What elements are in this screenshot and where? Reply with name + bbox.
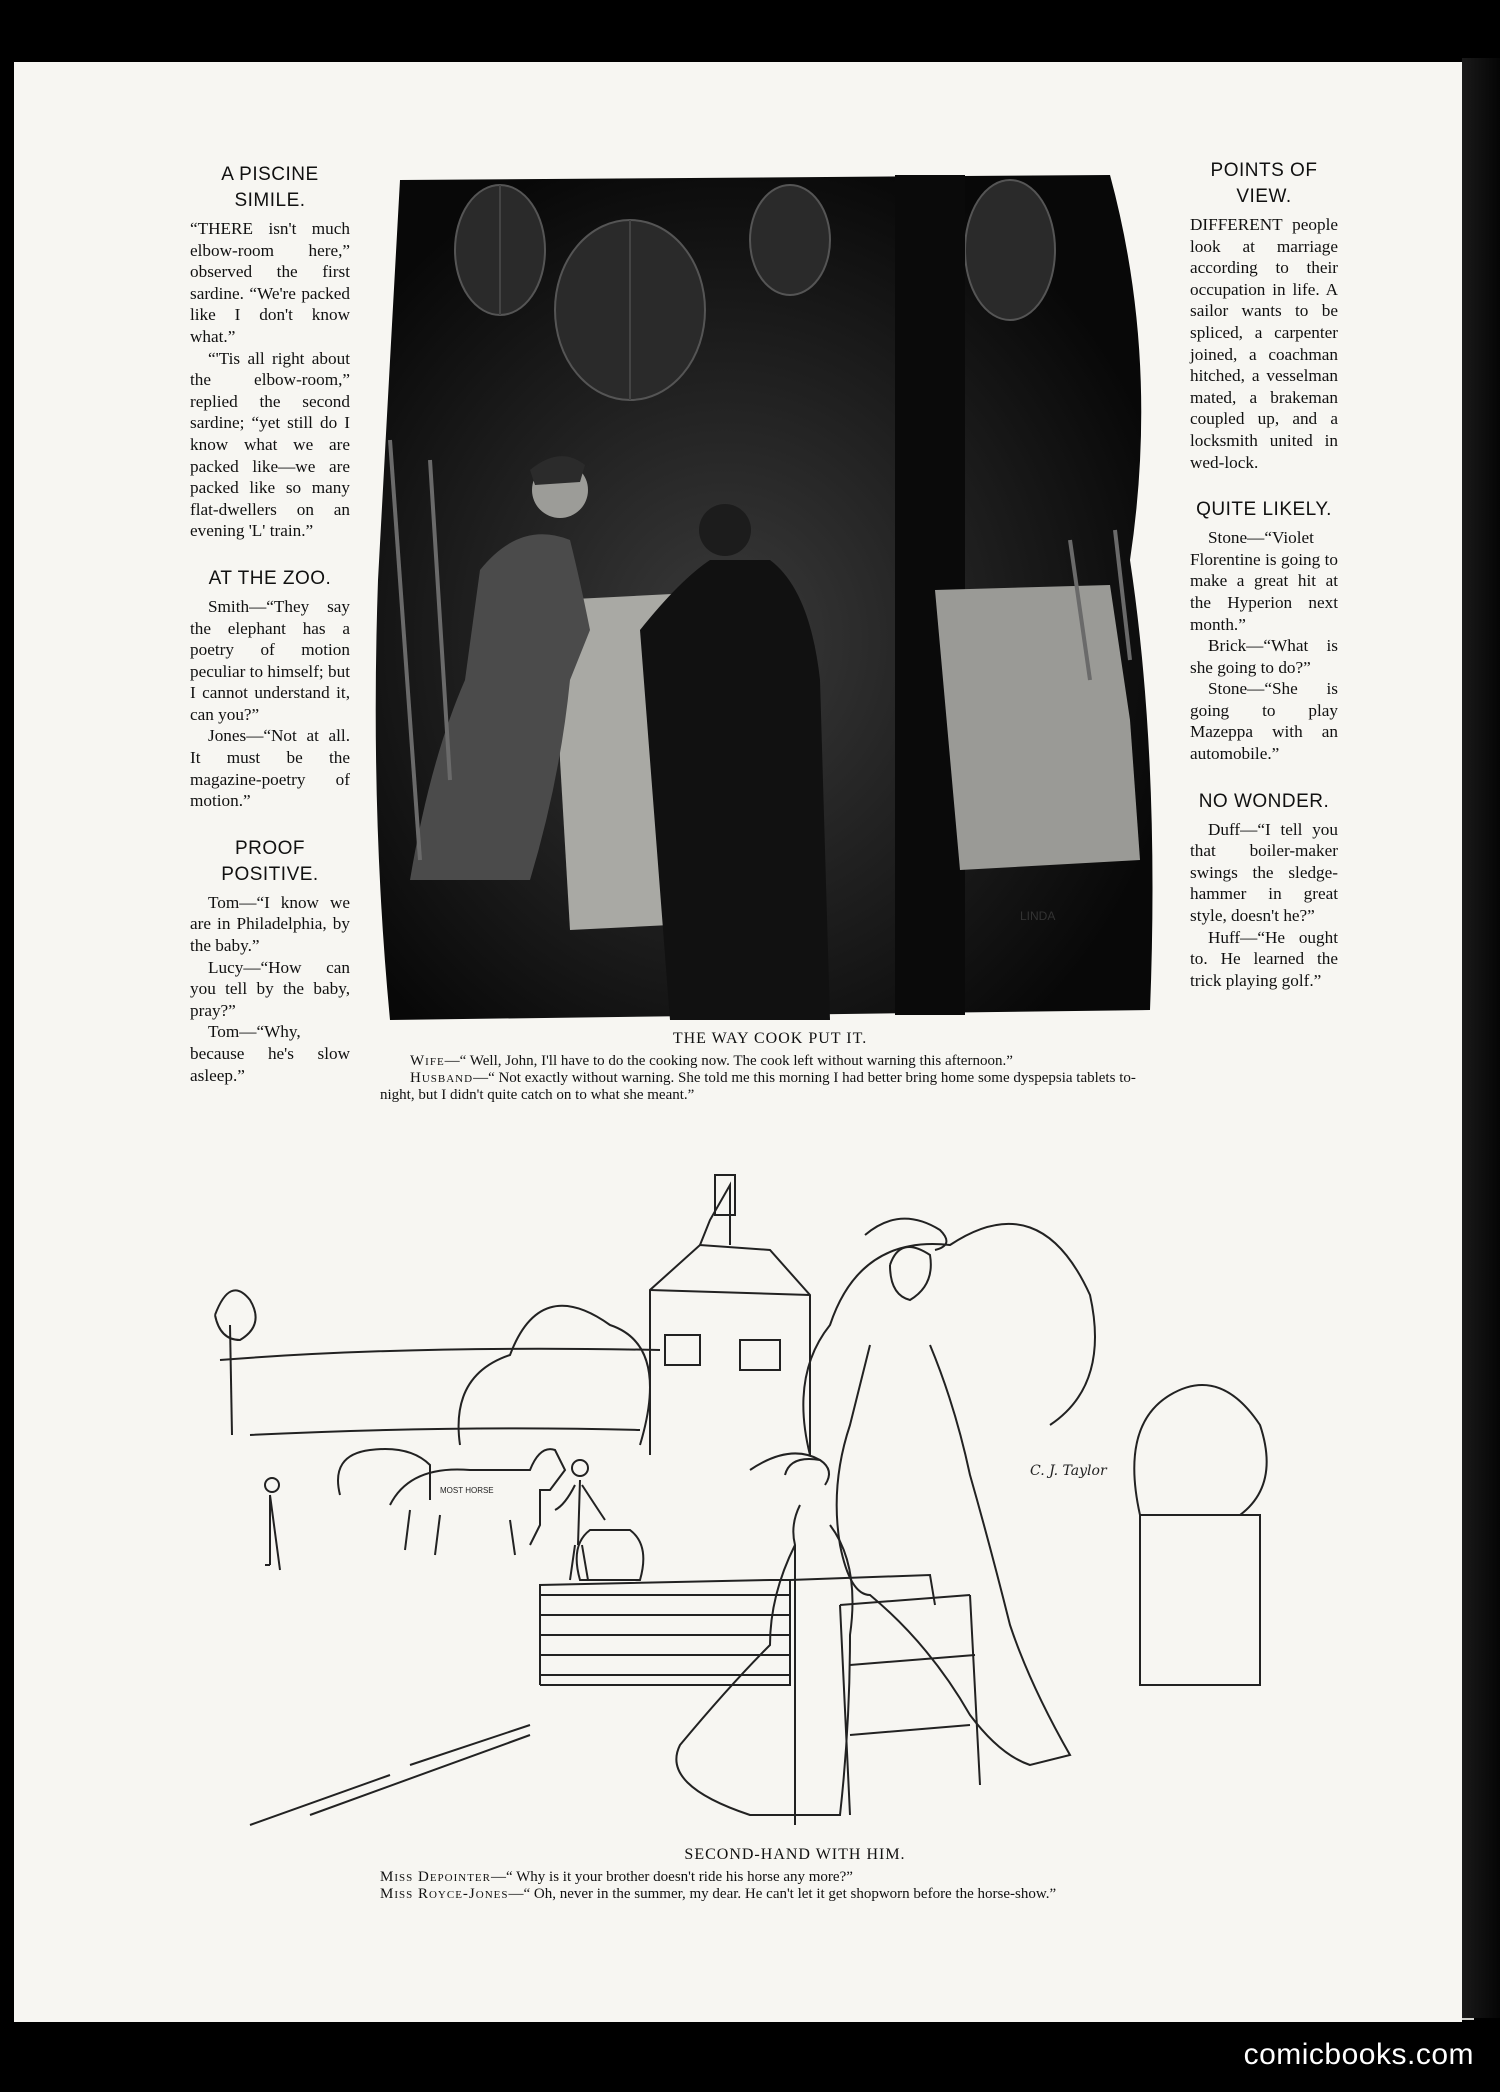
left-text-column — [190, 162, 350, 1110]
speaker-name: Miss Royce-Jones — [380, 1886, 509, 1902]
section-at-the-zoo — [190, 566, 350, 812]
dialogue-line — [380, 1886, 1210, 1903]
binding-shadow — [1462, 58, 1500, 2018]
paragraph: Stone—“She is going to play Mazeppa with an automobile.” — [1190, 679, 1338, 764]
paragraph: DIFFERENT people look at marriage according to their occupation in life. A sailor wants to be spliced, a carpenter joined, a coachman hitched, a vesselman mated, a brakeman coupled up, and a locksmith united in wed-lock. — [1190, 215, 1338, 472]
paragraph: Stone—“Violet Florentine is going to make a great hit at the Hyperion next month.” — [1190, 528, 1338, 634]
section-proof-positive — [190, 836, 350, 1086]
paragraph: Tom—“I know we are in Philadelphia, by the baby.” — [190, 892, 350, 956]
right-text-column — [1190, 158, 1338, 1015]
top-caption — [380, 1030, 1160, 1104]
section-quite-likely — [1190, 497, 1338, 765]
paragraph: Brick—“What is she going to do?” — [1190, 636, 1338, 677]
section-title: NO WONDER. — [1198, 790, 1330, 812]
speaker-name: Husband — [410, 1070, 474, 1086]
caption-title: THE WAY COOK PUT IT. — [672, 1030, 868, 1047]
dialogue-line — [380, 1053, 1160, 1070]
dialogue-text: —“ Not exactly without warning. She told me this morning I had better bring home some dyspepsia tablets to-night, but I didn't quite catch on to what she meant.” — [380, 1070, 1136, 1103]
paragraph: Smith—“They say the elephant has a poetry of motion peculiar to himself; but I cannot understand it, can you?” — [190, 596, 350, 724]
section-title: QUITE LIKELY. — [1196, 499, 1332, 521]
section-points-of-view — [1190, 158, 1338, 473]
dialogue-line — [380, 1070, 1160, 1104]
dialogue-text: —“ Why is it your brother doesn't ride his horse any more?” — [490, 1869, 853, 1885]
paragraph: “THERE isn't much elbow-room here,” observed the first sardine. “We're packed like I don't know what.” — [190, 219, 350, 346]
section-no-wonder — [1190, 789, 1338, 992]
dialogue-text: —“ Well, John, I'll have to do the cooking now. The cook left without warning this afternoon.” — [444, 1053, 1013, 1069]
section-title: POINTS OF VIEW. — [1210, 160, 1318, 207]
section-title: AT THE ZOO. — [208, 567, 332, 589]
dialogue-text: —“ Oh, never in the summer, my dear. He can't let it get shopworn before the horse-show.” — [508, 1886, 1057, 1902]
paragraph: “'Tis all right about the elbow-room,” replied the second sardine; “yet still do I know what we are packed like—we are packed like so many flat-dwellers on an evening 'L' train.” — [190, 348, 350, 541]
paragraph: Tom—“Why, because he's slow asleep.” — [190, 1022, 350, 1085]
horse-blanket-text: MOST HORSE — [440, 1486, 494, 1495]
paragraph: Jones—“Not at all. It must be the magazine-poetry of motion.” — [190, 726, 350, 811]
section-title: A PISCINE SIMILE. — [221, 164, 319, 211]
dining-scene-illustration — [370, 160, 1160, 1022]
section-title: PROOF POSITIVE. — [221, 837, 319, 885]
paragraph: Lucy—“How can you tell by the baby, pray?” — [190, 957, 350, 1020]
caption-title: SECOND-HAND WITH HIM. — [684, 1846, 906, 1863]
dialogue-line — [380, 1869, 1210, 1886]
garden-scene-illustration — [210, 1125, 1340, 1845]
paragraph: Duff—“I tell you that boiler-maker swings the sledge-hammer in great style, doesn't he?” — [1190, 819, 1338, 926]
artist-signature: LINDA — [1020, 909, 1056, 923]
speaker-name: Miss Depointer — [380, 1869, 491, 1885]
paragraph: Huff—“He ought to. He learned the trick playing golf.” — [1190, 927, 1338, 990]
artist-signature: C. J. Taylor — [1030, 1463, 1107, 1479]
section-piscine-simile — [190, 162, 350, 542]
bottom-caption — [380, 1846, 1210, 1903]
speaker-name: Wife — [410, 1053, 445, 1069]
site-watermark: comicbooks.com — [1243, 2038, 1474, 2071]
